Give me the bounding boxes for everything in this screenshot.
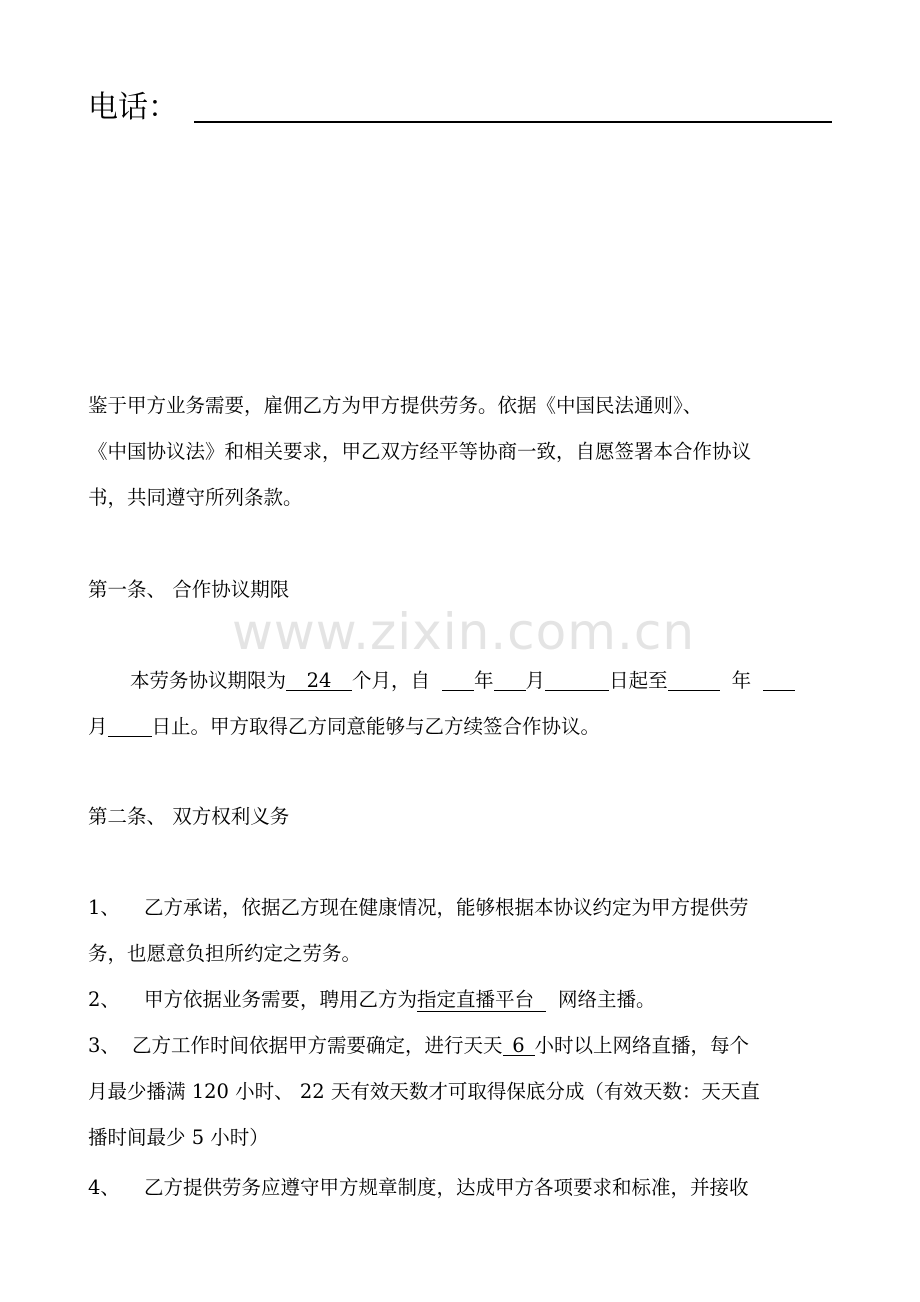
intro-line-1: 鉴于甲方业务需要，雇佣乙方为甲方提供劳务。依据《中国民法通则》、 [88, 394, 703, 417]
phone-blank-line [194, 121, 832, 123]
item-2-platform: 指定直播平台 [417, 988, 546, 1012]
item-1-text: 乙方承诺，依据乙方现在健康情况，能够根据本协议约定为甲方提供劳 [144, 896, 749, 919]
start-month-blank [494, 668, 526, 691]
item-3-hours: 6 [503, 1033, 535, 1056]
watermark: www.zixin.com.cn [232, 603, 696, 661]
term-months-value: 24 [286, 668, 352, 691]
article-1-line-1 [130, 668, 795, 694]
term-text-2: 个月，自 [352, 669, 431, 692]
item-2-number: 2、 [88, 988, 120, 1011]
item-3-line-3: 播时间最少 5 小时） [88, 1126, 269, 1149]
item-2-text-2: 网络主播。 [558, 988, 656, 1011]
term-text-8: 日止。甲方取得乙方同意能够与乙方续签合作协议。 [151, 715, 601, 738]
start-day-blank [545, 668, 609, 691]
term-text-6: 年 [731, 669, 752, 692]
item-4-line-1 [88, 1175, 749, 1201]
item-3-text-1: 乙方工作时间依据甲方需要确定，进行天天 [132, 1034, 503, 1057]
term-text-3: 年 [474, 669, 494, 692]
start-year-blank [442, 668, 474, 691]
item-4-text: 乙方提供劳务应遵守甲方规章制度，达成甲方各项要求和标准，并接收 [144, 1176, 749, 1199]
item-1-number: 1、 [88, 896, 120, 919]
intro-line-3: 书，共同遵守所列条款。 [88, 486, 303, 509]
item-3-line-2: 月最少播满 120 小时、 22 天有效天数才可取得保底分成（有效天数：天天直 [88, 1080, 760, 1103]
item-1-line-1 [88, 895, 749, 921]
term-text-7: 月 [88, 715, 108, 738]
phone-field-row [88, 88, 838, 128]
item-3-number: 3、 [88, 1034, 120, 1057]
article-1-line-2 [88, 714, 600, 740]
item-4-number: 4、 [88, 1176, 120, 1199]
term-text-1: 本劳务协议期限为 [130, 669, 287, 692]
item-1-line-2: 务，也愿意负担所约定之劳务。 [88, 942, 362, 965]
intro-line-2: 《中国协议法》和相关要求，甲乙双方经平等协商一致，自愿签署本合作协议 [88, 440, 752, 463]
item-2-text-1: 甲方依据业务需要，聘用乙方为 [144, 988, 418, 1011]
item-3-text-2: 小时以上网络直播，每个 [534, 1034, 750, 1057]
phone-label: 电话： [88, 90, 178, 125]
article-2-heading: 第二条、 双方权利义务 [88, 805, 290, 828]
end-day-blank [108, 714, 152, 737]
end-year-blank [668, 668, 720, 691]
term-text-5: 日起至 [609, 669, 668, 692]
end-month-blank-top [763, 668, 795, 691]
article-1-heading: 第一条、 合作协议期限 [88, 578, 290, 601]
item-3-line-1 [88, 1033, 749, 1059]
item-2-line [88, 987, 656, 1013]
term-text-4: 月 [525, 669, 546, 692]
